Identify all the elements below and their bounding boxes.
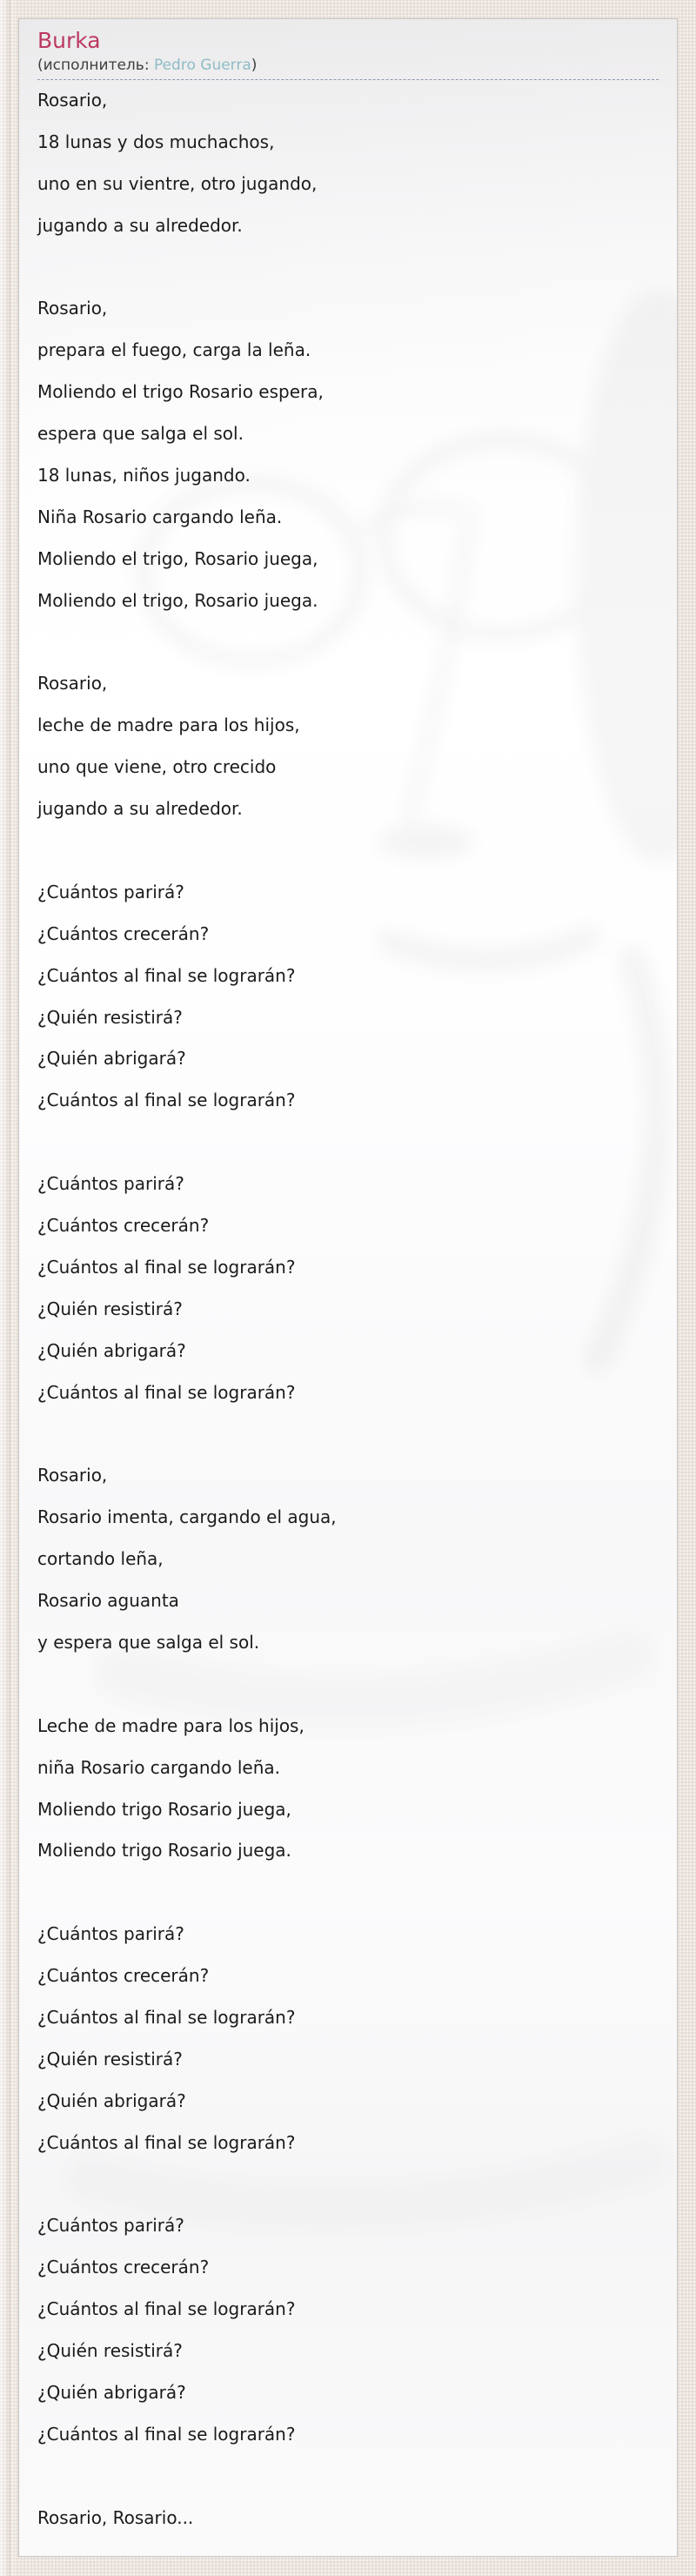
lyric-line: ¿Cuántos parirá?	[37, 2215, 184, 2237]
lyrics-card	[18, 18, 678, 2557]
lyric-line	[37, 1414, 659, 1456]
artist-line-suffix: )	[251, 57, 258, 74]
lyric-line: jugando a su alrededor.	[37, 798, 243, 820]
lyric-line: ¿Cuántos al final se lograrán?	[37, 1090, 296, 1111]
lyric-line	[37, 830, 659, 872]
lyric-line: ¿Quién abrigará?	[37, 2090, 186, 2111]
lyric-line: Rosario aguanta	[37, 1590, 179, 1612]
lyric-line: ¿Cuántos crecerán?	[37, 922, 210, 944]
lyric-line: ¿Cuántos al final se lograrán?	[37, 2006, 296, 2028]
lyric-line	[37, 2456, 659, 2498]
lyric-line: ¿Quién resistirá?	[37, 2048, 183, 2070]
lyric-line: Rosario,	[37, 90, 108, 111]
lyric-line: Rosario imenta, cargando el agua,	[37, 1506, 337, 1528]
page-left-edge-texture	[0, 0, 16, 2576]
lyric-line: ¿Cuántos al final se lograrán?	[37, 964, 296, 986]
lyric-line: uno que viene, otro crecido	[37, 756, 277, 778]
lyric-line: cortando leña,	[37, 1548, 164, 1570]
lyric-line: jugando a su alrededor.	[37, 214, 243, 236]
lyric-line: uno en su vientre, otro jugando,	[37, 172, 318, 194]
lyric-line: Rosario,	[37, 673, 108, 694]
lyric-line: Niña Rosario cargando leña.	[37, 506, 283, 527]
lyric-line: y espera que salga el sol.	[37, 1631, 260, 1653]
lyric-line: ¿Cuántos al final se lograrán?	[37, 1381, 296, 1403]
lyric-line: espera que salga el sol.	[37, 423, 244, 445]
lyric-line: prepara el fuego, carga la leña.	[37, 339, 311, 361]
artist-label: (исполнитель:	[37, 57, 154, 74]
lyric-line: leche de madre para los hijos,	[37, 714, 300, 736]
lyric-line: ¿Cuántos al final se lograrán?	[37, 2423, 296, 2445]
lyric-line: ¿Cuántos al final se lograrán?	[37, 1256, 296, 1278]
artist-link[interactable]: Pedro Guerra	[153, 57, 251, 74]
lyric-line: Rosario, Rosario...	[37, 2506, 194, 2528]
lyric-line: Leche de madre para los hijos,	[37, 1714, 304, 1736]
lyric-line	[37, 1872, 659, 1914]
lyric-line: Moliendo trigo Rosario juega.	[37, 1840, 291, 1862]
lyric-line: ¿Cuántos parirá?	[37, 881, 184, 902]
lyric-line: ¿Cuántos crecerán?	[37, 1965, 210, 1987]
header	[37, 19, 659, 80]
lyric-line: ¿Cuántos crecerán?	[37, 1215, 210, 1237]
lyric-line: ¿Cuántos al final se lograrán?	[37, 2131, 296, 2153]
lyric-line: Moliendo el trigo, Rosario juega,	[37, 547, 318, 569]
lyric-line: Moliendo el trigo, Rosario juega.	[37, 589, 318, 611]
lyric-line: ¿Quién abrigará?	[37, 2381, 186, 2403]
lyric-line: Rosario,	[37, 1465, 108, 1486]
lyric-line: ¿Cuántos parirá?	[37, 1923, 184, 1945]
lyric-line: ¿Quién resistirá?	[37, 2340, 183, 2362]
lyric-line: Moliendo trigo Rosario juega,	[37, 1798, 291, 1820]
lyric-line: Moliendo el trigo Rosario espera,	[37, 381, 324, 403]
lyric-line	[37, 1664, 659, 1706]
lyric-line	[37, 622, 659, 664]
lyric-line: 18 lunas, niños jugando.	[37, 465, 251, 486]
lyric-line	[37, 247, 659, 289]
lyric-line: ¿Quién abrigará?	[37, 1048, 186, 1070]
lyric-line: ¿Quién abrigará?	[37, 1339, 186, 1361]
lyric-line: 18 lunas y dos muchachos,	[37, 131, 275, 152]
lyric-line	[37, 1122, 659, 1164]
page-title: Burka	[37, 28, 101, 53]
lyric-line: ¿Cuántos al final se lograrán?	[37, 2298, 296, 2320]
artist-line	[37, 55, 659, 79]
lyric-line: ¿Quién resistirá?	[37, 1006, 183, 1028]
lyric-line	[37, 2164, 659, 2206]
lyric-line: ¿Cuántos crecerán?	[37, 2257, 210, 2278]
lyric-line: niña Rosario cargando leña.	[37, 1756, 280, 1778]
lyrics	[19, 80, 677, 2539]
lyric-line: Rosario,	[37, 298, 108, 319]
lyric-line: ¿Cuántos parirá?	[37, 1173, 184, 1195]
lyric-line: ¿Quién resistirá?	[37, 1298, 183, 1319]
